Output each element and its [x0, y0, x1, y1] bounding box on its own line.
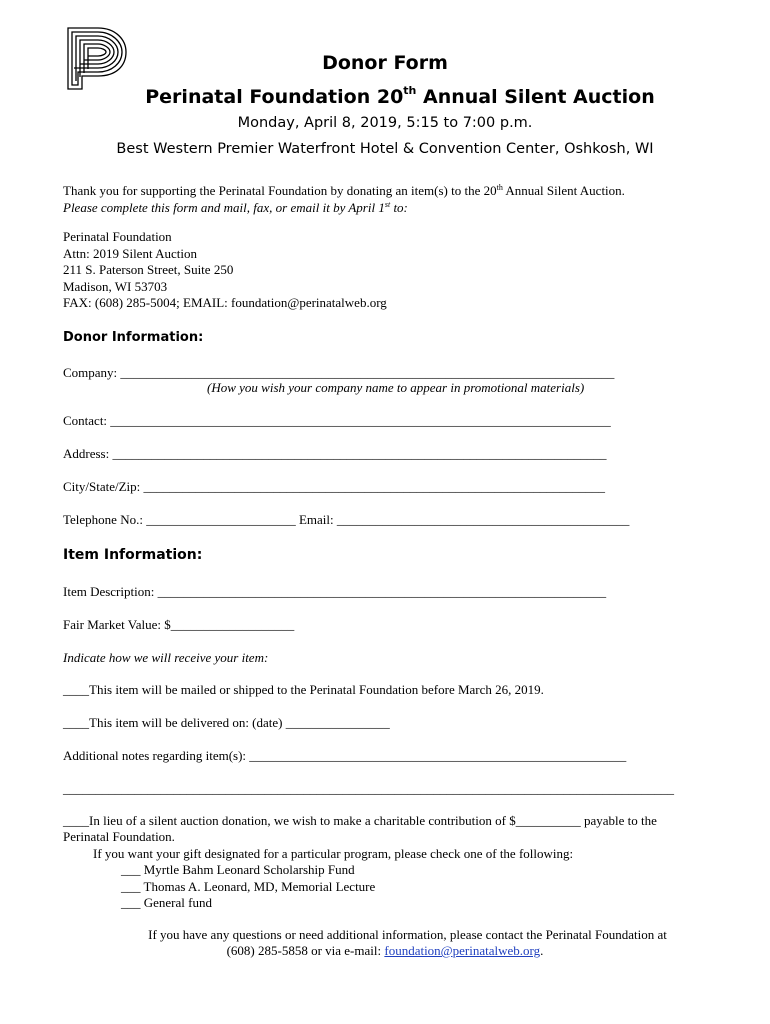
contact-note: If you have any questions or need additional information, please contact the Perinatal Foundation at [148, 927, 667, 942]
contribution-option[interactable]: ____In lieu of a silent auction donation, we wish to make a charitable contribution of $__________ payable to the [63, 813, 657, 828]
telephone-email-field[interactable]: Telephone No.: _______________________ Email: _____________________________________________ [63, 512, 630, 527]
intro-instruction: Please complete this form and mail, fax, or email it by April 1st to: [63, 200, 408, 215]
event-title: Perinatal Foundation 20th Annual Silent Auction [145, 84, 655, 108]
address-line: 211 S. Paterson Street, Suite 250 [63, 262, 234, 277]
general-fund-option[interactable]: ___ General fund [121, 895, 212, 910]
contact-field[interactable]: Contact: _____________________________________________________________________________ [63, 413, 611, 428]
company-field[interactable]: Company: ____________________________________________________________________________ [63, 365, 615, 380]
contribution-payee: Perinatal Foundation. [63, 829, 175, 844]
delivered-option[interactable]: ____This item will be delivered on: (date) ________________ [63, 715, 390, 730]
form-title: Donor Form [322, 52, 448, 74]
address-field[interactable]: Address: ____________________________________________________________________________ [63, 446, 607, 461]
donor-section-heading: Donor Information: [63, 330, 204, 345]
item-description-field[interactable]: Item Description: _____________________________________________________________________ [63, 584, 607, 599]
mailing-address [63, 229, 387, 312]
scholarship-fund-option[interactable]: ___ Myrtle Bahm Leonard Scholarship Fund [121, 862, 355, 877]
city-state-zip-field[interactable]: City/State/Zip: _______________________________________________________________________ [63, 479, 606, 494]
event-venue: Best Western Premier Waterfront Hotel & Convention Center, Oshkosh, WI [116, 141, 654, 157]
designation-prompt: If you want your gift designated for a particular program, please check one of the following: [93, 846, 574, 861]
company-hint: (How you wish your company name to appear in promotional materials) [207, 380, 585, 395]
fair-market-value-field[interactable]: Fair Market Value: $___________________ [63, 617, 295, 632]
item-section-heading: Item Information: [63, 547, 203, 563]
contact-note-line2: (608) 285-5858 or via e-mail: foundation@perinatalweb.org. [226, 943, 544, 958]
mailed-option[interactable]: ____This item will be mailed or shipped to the Perinatal Foundation before March 26, 2019. [63, 682, 544, 697]
address-line: FAX: (608) 285-5004; EMAIL: foundation@perinatalweb.org [63, 295, 387, 310]
memorial-lecture-option[interactable]: ___ Thomas A. Leonard, MD, Memorial Lecture [121, 878, 376, 894]
email-link[interactable]: foundation@perinatalweb.org [384, 943, 541, 958]
address-line: Madison, WI 53703 [63, 278, 168, 294]
address-line: Perinatal Foundation [63, 229, 172, 244]
additional-notes-line[interactable]: ______________________________________________________________________________________________ [63, 781, 674, 796]
additional-notes-field[interactable]: Additional notes regarding item(s): __________________________________________________________ [63, 748, 627, 763]
designation-options [121, 862, 375, 912]
intro-text: Thank you for supporting the Perinatal Foundation by donating an item(s) to the 20th Annual Silent Auction. [63, 183, 625, 198]
address-line: Attn: 2019 Silent Auction [63, 245, 197, 261]
receive-prompt: Indicate how we will receive your item: [63, 650, 269, 665]
event-date: Monday, April 8, 2019, 5:15 to 7:00 p.m. [237, 115, 533, 131]
